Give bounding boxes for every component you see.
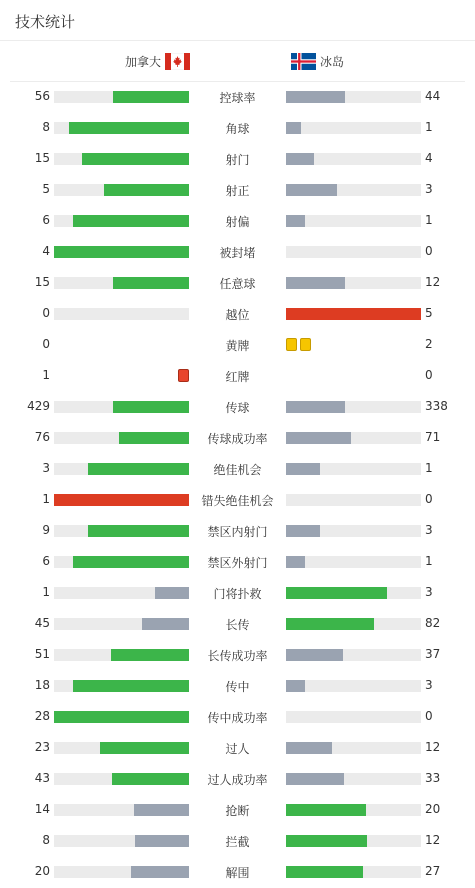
stat-row — [0, 608, 475, 639]
home-bar-fill — [113, 91, 189, 103]
home-bar-track — [54, 91, 189, 103]
away-value: 0 — [425, 368, 433, 382]
home-bar-track — [54, 711, 189, 723]
home-bar-track — [54, 618, 189, 630]
home-bar-track — [54, 246, 189, 258]
stat-row — [0, 143, 475, 174]
home-value: 9 — [42, 523, 50, 537]
away-cards — [286, 338, 311, 352]
stat-row — [0, 422, 475, 453]
away-value: 37 — [425, 647, 441, 661]
away-bar-track — [286, 773, 421, 785]
stat-label: 红牌 — [225, 370, 250, 384]
stat-row — [0, 577, 475, 608]
stat-row — [0, 515, 475, 546]
stat-row — [0, 763, 475, 794]
stat-row — [0, 205, 475, 236]
home-cards — [178, 369, 189, 383]
away-value: 2 — [425, 337, 433, 351]
away-value: 27 — [425, 864, 441, 878]
header — [0, 0, 475, 41]
canada-flag-icon — [165, 53, 190, 70]
away-value: 20 — [425, 802, 441, 816]
stat-row — [0, 174, 475, 205]
away-bar-track — [286, 432, 421, 444]
stat-label: 长传 — [225, 618, 250, 632]
home-bar-fill — [73, 215, 189, 227]
home-bar-track — [54, 773, 189, 785]
home-value: 15 — [34, 275, 50, 289]
away-bar-fill — [286, 556, 305, 568]
home-value: 51 — [34, 647, 50, 661]
stat-row — [0, 360, 475, 391]
away-bar-fill — [286, 184, 337, 196]
away-bar-track — [286, 866, 421, 878]
away-bar-fill — [286, 835, 367, 847]
away-bar-track — [286, 215, 421, 227]
stat-row — [0, 391, 475, 422]
home-bar-fill — [69, 122, 189, 134]
away-value: 5 — [425, 306, 433, 320]
home-bar-fill — [134, 804, 189, 816]
stat-label: 射门 — [225, 153, 250, 167]
away-bar-fill — [286, 680, 305, 692]
home-value: 23 — [34, 740, 50, 754]
away-value: 82 — [425, 616, 441, 630]
away-team-name: 冰岛 — [320, 55, 345, 69]
home-bar-fill — [54, 711, 189, 723]
away-bar-fill — [286, 122, 301, 134]
away-bar-fill — [286, 277, 345, 289]
stat-row — [0, 546, 475, 577]
away-value: 1 — [425, 120, 433, 134]
home-bar-fill — [113, 401, 189, 413]
away-value: 0 — [425, 709, 433, 723]
away-bar-track — [286, 184, 421, 196]
home-value: 8 — [42, 120, 50, 134]
stat-row — [0, 825, 475, 856]
stat-row — [0, 484, 475, 515]
home-bar-track — [54, 122, 189, 134]
stat-row — [0, 112, 475, 143]
away-bar-fill — [286, 153, 314, 165]
home-value: 8 — [42, 833, 50, 847]
away-bar-fill — [286, 525, 320, 537]
home-bar-track — [54, 401, 189, 413]
home-bar-track — [54, 525, 189, 537]
away-value: 0 — [425, 492, 433, 506]
stat-row — [0, 453, 475, 484]
home-bar-fill — [73, 680, 189, 692]
away-value: 1 — [425, 213, 433, 227]
away-bar-track — [286, 122, 421, 134]
away-bar-fill — [286, 804, 366, 816]
home-bar-fill — [54, 246, 189, 258]
home-value: 76 — [34, 430, 50, 444]
home-bar-fill — [111, 649, 189, 661]
home-bar-fill — [119, 432, 189, 444]
away-bar-track — [286, 742, 421, 754]
away-bar-track — [286, 153, 421, 165]
home-value: 6 — [42, 213, 50, 227]
stat-row — [0, 639, 475, 670]
home-bar-track — [54, 494, 189, 506]
stat-label: 过人 — [225, 742, 250, 756]
home-team-name: 加拿大 — [124, 55, 161, 69]
stat-label: 长传成功率 — [207, 649, 268, 663]
stat-label: 禁区内射门 — [207, 525, 268, 539]
stat-row — [0, 701, 475, 732]
away-bar-fill — [286, 463, 320, 475]
home-team — [125, 53, 190, 70]
team-header — [10, 41, 465, 82]
stat-label: 错失绝佳机会 — [201, 494, 274, 508]
home-bar-fill — [113, 277, 189, 289]
away-value: 1 — [425, 554, 433, 568]
away-bar-fill — [286, 773, 344, 785]
stat-label: 任意球 — [219, 277, 256, 291]
home-value: 0 — [42, 306, 50, 320]
stat-label: 传中成功率 — [207, 711, 268, 725]
stat-row — [0, 856, 475, 887]
stat-label: 传中 — [225, 680, 250, 694]
home-value: 4 — [42, 244, 50, 258]
away-bar-track — [286, 246, 421, 258]
home-value: 1 — [42, 368, 50, 382]
stat-row — [0, 298, 475, 329]
stat-label: 角球 — [225, 122, 250, 136]
away-bar-track — [286, 494, 421, 506]
home-value: 1 — [42, 492, 50, 506]
home-value: 18 — [34, 678, 50, 692]
stat-label: 射偏 — [225, 215, 250, 229]
away-bar-fill — [286, 432, 351, 444]
away-value: 12 — [425, 833, 441, 847]
away-bar-track — [286, 556, 421, 568]
away-value: 33 — [425, 771, 441, 785]
away-bar-track — [286, 804, 421, 816]
away-bar-track — [286, 525, 421, 537]
away-bar-track — [286, 649, 421, 661]
home-bar-track — [54, 587, 189, 599]
stat-row — [0, 670, 475, 701]
yellow-card-icon — [300, 338, 311, 351]
away-team — [291, 53, 344, 70]
home-value: 43 — [34, 771, 50, 785]
home-bar-track — [54, 463, 189, 475]
home-bar-fill — [104, 184, 189, 196]
home-value: 15 — [34, 151, 50, 165]
away-bar-track — [286, 91, 421, 103]
away-value: 3 — [425, 523, 433, 537]
away-value: 44 — [425, 89, 441, 103]
iceland-flag-icon — [291, 53, 316, 70]
away-value: 3 — [425, 585, 433, 599]
away-bar-track — [286, 835, 421, 847]
stat-row — [0, 329, 475, 360]
home-bar-track — [54, 432, 189, 444]
away-value: 3 — [425, 678, 433, 692]
stat-label: 门将扑救 — [213, 587, 262, 601]
page-title: 技术统计 — [15, 13, 76, 31]
home-bar-fill — [112, 773, 189, 785]
home-value: 5 — [42, 182, 50, 196]
away-value: 1 — [425, 461, 433, 475]
red-card-icon — [178, 369, 189, 382]
home-bar-track — [54, 680, 189, 692]
away-value: 12 — [425, 740, 441, 754]
stat-label: 绝佳机会 — [213, 463, 262, 477]
away-value: 0 — [425, 244, 433, 258]
home-value: 45 — [34, 616, 50, 630]
home-value: 1 — [42, 585, 50, 599]
home-bar-track — [54, 866, 189, 878]
stat-label: 过人成功率 — [207, 773, 268, 787]
home-bar-track — [54, 184, 189, 196]
stat-label: 射正 — [225, 184, 250, 198]
home-value: 56 — [34, 89, 50, 103]
home-bar-fill — [73, 556, 189, 568]
away-bar-fill — [286, 649, 343, 661]
away-bar-track — [286, 587, 421, 599]
home-value: 0 — [42, 337, 50, 351]
home-bar-fill — [142, 618, 189, 630]
stat-label: 拦截 — [225, 835, 250, 849]
home-bar-track — [54, 649, 189, 661]
home-bar-fill — [135, 835, 189, 847]
away-value: 338 — [425, 399, 448, 413]
away-bar-fill — [286, 91, 345, 103]
home-value: 3 — [42, 461, 50, 475]
away-bar-track — [286, 308, 421, 320]
home-bar-fill — [54, 494, 189, 506]
stat-row — [0, 267, 475, 298]
away-value: 4 — [425, 151, 433, 165]
stat-label: 禁区外射门 — [207, 556, 268, 570]
home-bar-fill — [131, 866, 189, 878]
yellow-card-icon — [286, 338, 297, 351]
home-bar-track — [54, 804, 189, 816]
away-bar-fill — [286, 401, 345, 413]
home-value: 20 — [34, 864, 50, 878]
away-bar-fill — [286, 866, 363, 878]
away-bar-track — [286, 680, 421, 692]
home-bar-fill — [88, 463, 189, 475]
away-bar-track — [286, 618, 421, 630]
home-bar-fill — [100, 742, 189, 754]
away-bar-track — [286, 711, 421, 723]
home-value: 6 — [42, 554, 50, 568]
away-value: 12 — [425, 275, 441, 289]
away-bar-fill — [286, 215, 305, 227]
stat-row — [0, 732, 475, 763]
home-bar-fill — [88, 525, 189, 537]
stat-label: 传球 — [225, 401, 250, 415]
away-bar-fill — [286, 742, 332, 754]
away-bar-fill — [286, 308, 421, 320]
stat-label: 越位 — [225, 308, 250, 322]
home-bar-track — [54, 153, 189, 165]
home-value: 14 — [34, 802, 50, 816]
home-value: 28 — [34, 709, 50, 723]
home-bar-track — [54, 277, 189, 289]
home-bar-track — [54, 556, 189, 568]
away-bar-track — [286, 401, 421, 413]
home-bar-track — [54, 308, 189, 320]
stat-label: 被封堵 — [219, 246, 256, 260]
away-bar-track — [286, 277, 421, 289]
stat-row — [0, 81, 475, 112]
stat-label: 黄牌 — [225, 339, 250, 353]
stat-row — [0, 236, 475, 267]
stat-label: 抢断 — [225, 804, 250, 818]
stat-row — [0, 794, 475, 825]
home-bar-fill — [82, 153, 189, 165]
home-value: 429 — [27, 399, 50, 413]
home-bar-track — [54, 215, 189, 227]
home-bar-track — [54, 742, 189, 754]
away-bar-fill — [286, 587, 387, 599]
away-value: 3 — [425, 182, 433, 196]
home-bar-track — [54, 835, 189, 847]
stat-label: 解围 — [225, 866, 250, 880]
home-bar-fill — [155, 587, 189, 599]
stat-label: 控球率 — [219, 91, 256, 105]
stat-label: 传球成功率 — [207, 432, 268, 446]
away-bar-fill — [286, 618, 374, 630]
away-bar-track — [286, 463, 421, 475]
away-value: 71 — [425, 430, 441, 444]
